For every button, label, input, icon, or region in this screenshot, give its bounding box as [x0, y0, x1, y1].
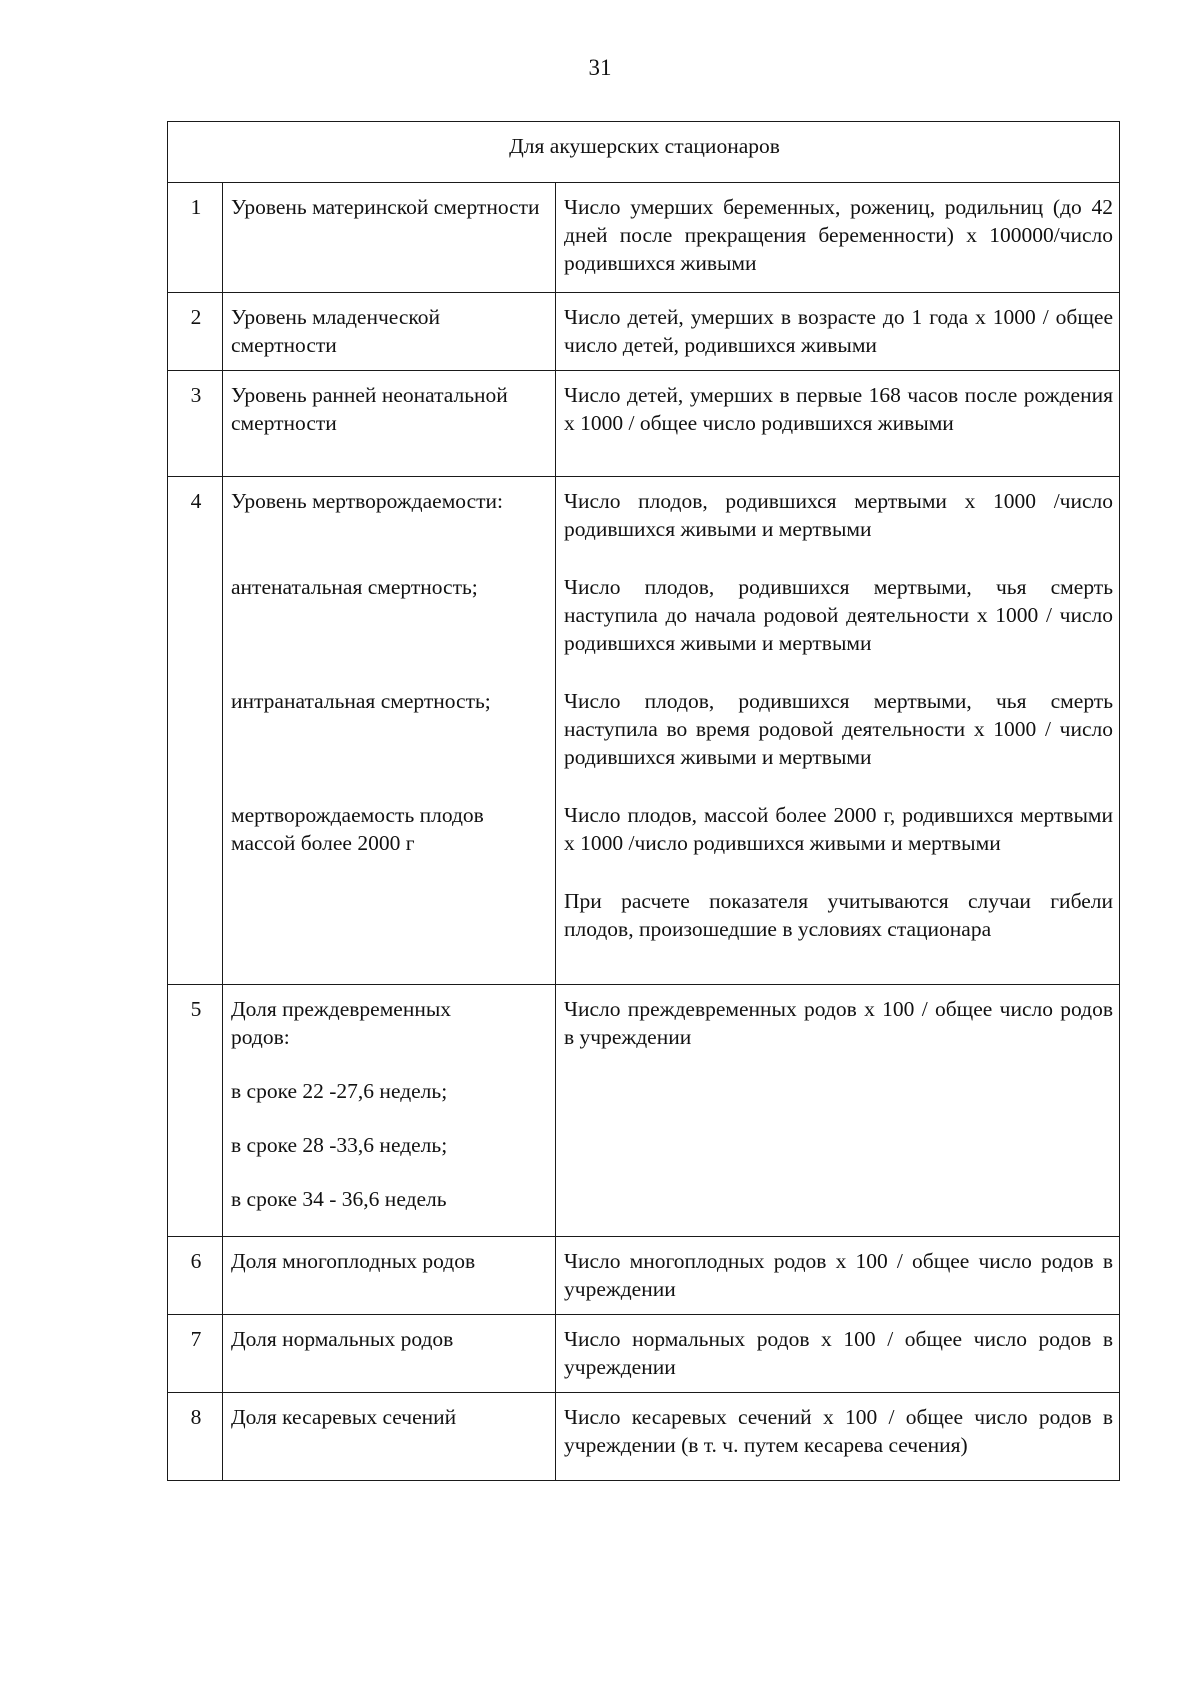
indicator-name: Уровень младенческой смертности	[223, 293, 556, 371]
formula-subitem: Число плодов, родившихся мертвыми x 1000 /число родившихся живыми и мертвыми	[564, 489, 1114, 541]
formula-subitem: Число плодов, родившихся мертвыми, чья смерть наступила до начала родовой деятельности x 1000 / число родившихся живыми и мертвыми	[564, 575, 1114, 655]
indicator-subitem: мертворождаемость плодов массой более 2000 г	[231, 803, 484, 855]
page-number: 31	[588, 55, 612, 80]
table-caption: Для акушерских стационаров	[168, 122, 1120, 183]
table-row	[168, 371, 1120, 477]
indicator-subitem: интранатальная смертность;	[231, 689, 491, 713]
indicator-name: Доля кесаревых сечений	[223, 1393, 556, 1481]
indicator-formula	[556, 477, 1120, 985]
indicator-name	[223, 985, 556, 1237]
indicator-subitem: антенатальная смертность;	[231, 575, 478, 599]
formula-note: При расчете показателя учитываются случаи гибели плодов, произошедшие в условиях стационара	[564, 889, 1114, 941]
table-row	[168, 1237, 1120, 1315]
indicator-formula: Число детей, умерших в первые 168 часов после рождения x 1000 / общее число родившихся живыми	[556, 371, 1120, 477]
indicators-table	[167, 121, 1120, 1481]
table-row	[168, 1315, 1120, 1393]
indicator-subitem: Доля преждевременных родов:	[231, 997, 452, 1049]
indicator-subitem: Уровень мертворождаемости:	[231, 489, 504, 513]
indicator-name: Уровень материнской смертности	[223, 183, 556, 293]
row-number: 1	[168, 183, 223, 293]
table-row	[168, 183, 1120, 293]
row-number: 3	[168, 371, 223, 477]
formula-subitem: Число плодов, массой более 2000 г, родившихся мертвыми x 1000 /число родившихся живыми и мертвыми	[564, 803, 1114, 855]
row-number: 5	[168, 985, 223, 1237]
table-row	[168, 985, 1120, 1237]
formula-subitem: Число плодов, родившихся мертвыми, чья смерть наступила во время родовой деятельности x 1000 / число родившихся живыми и мертвыми	[564, 689, 1114, 769]
row-number: 2	[168, 293, 223, 371]
indicator-subitem: в сроке 34 - 36,6 недель	[231, 1187, 447, 1211]
indicator-formula: Число многоплодных родов x 100 / общее число родов в учреждении	[556, 1237, 1120, 1315]
indicator-formula: Число нормальных родов x 100 / общее число родов в учреждении	[556, 1315, 1120, 1393]
indicator-name: Уровень ранней неонатальной смертности	[223, 371, 556, 477]
indicator-formula: Число умерших беременных, рожениц, родильниц (до 42 дней после прекращения беременности) x 100000/число родившихся живыми	[556, 183, 1120, 293]
row-number: 8	[168, 1393, 223, 1481]
indicator-formula: Число кесаревых сечений x 100 / общее число родов в учреждении (в т. ч. путем кесарева сечения)	[556, 1393, 1120, 1481]
indicator-subitem: в сроке 28 -33,6 недель;	[231, 1133, 448, 1157]
indicator-name: Доля нормальных родов	[223, 1315, 556, 1393]
table-caption-row	[168, 122, 1120, 183]
indicator-name: Доля многоплодных родов	[223, 1237, 556, 1315]
indicator-subitem: в сроке 22 -27,6 недель;	[231, 1079, 448, 1103]
indicator-name	[223, 477, 556, 985]
table-row	[168, 1393, 1120, 1481]
row-number: 6	[168, 1237, 223, 1315]
table-row	[168, 477, 1120, 985]
indicator-formula: Число детей, умерших в возрасте до 1 года x 1000 / общее число детей, родившихся живыми	[556, 293, 1120, 371]
row-number: 4	[168, 477, 223, 985]
row-number: 7	[168, 1315, 223, 1393]
table-row	[168, 293, 1120, 371]
indicator-formula: Число преждевременных родов x 100 / общее число родов в учреждении	[556, 985, 1120, 1237]
